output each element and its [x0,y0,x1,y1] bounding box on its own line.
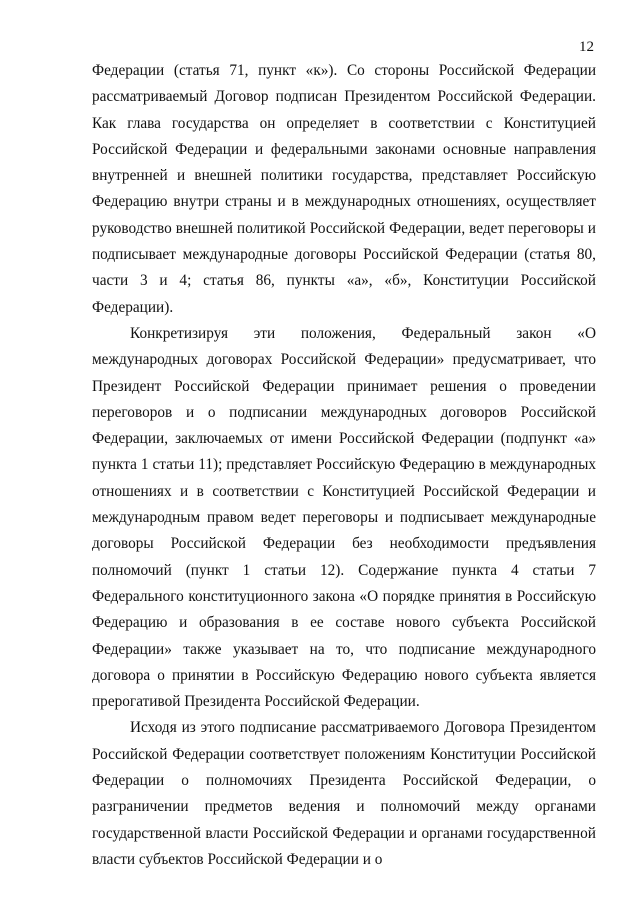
body-text [92,58,596,873]
paragraph-2: Конкретизируя эти положения, Федеральный закон «О международных договорах Российской Федерации» предусматривает, что Президент Российской Федерации принимает решения о проведении переговоров и о подписании международных договоров Российской Федерации, заключаемых от имени Российской Федерации (подпункт «а» пункта 1 статьи 11); представляет Российскую Федерацию в международных отношениях и в соответствии с Конституцией Российской Федерации и международным правом ведет переговоры и подписывает международные договоры Российской Федерации без необходимости предъявления полномочий (пункт 1 статьи 12). Содержание пункта 4 статьи 7 Федерального конституционного закона «О порядке принятия в Российскую Федерацию и образования в ее составе нового субъекта Российской Федерации» также указывает на то, что подписание международного договора о принятии в Российскую Федерацию нового субъекта является прерогативой Президента Российской Федерации. [92,324,596,711]
paragraph-3: Исходя из этого подписание рассматриваемого Договора Президентом Российской Федерации соответствует положениям Конституции Российской Федерации о полномочиях Президента Российской Федерации, о разграничении предметов ведения и полномочий между органами государственной власти Российской Федерации и органами государственной власти субъектов Российской Федерации и о [92,719,596,868]
page-number: 12 [579,39,594,55]
paragraph-1: Федерации (статья 71, пункт «к»). Со стороны Российской Федерации рассматриваемый Договор подписан Президентом Российской Федерации. Как глава государства он определяет в соответствии с Конституцией Российской Федерации и федеральными законами основные направления внутренней и внешней политики государства, представляет Российскую Федерацию внутри страны и в международных отношениях, осуществляет руководство внешней политикой Российской Федерации, ведет переговоры и подписывает международные договоры Российской Федерации (статья 80, части 3 и 4; статья 86, пункты «а», «б», Конституции Российской Федерации). [92,62,596,316]
